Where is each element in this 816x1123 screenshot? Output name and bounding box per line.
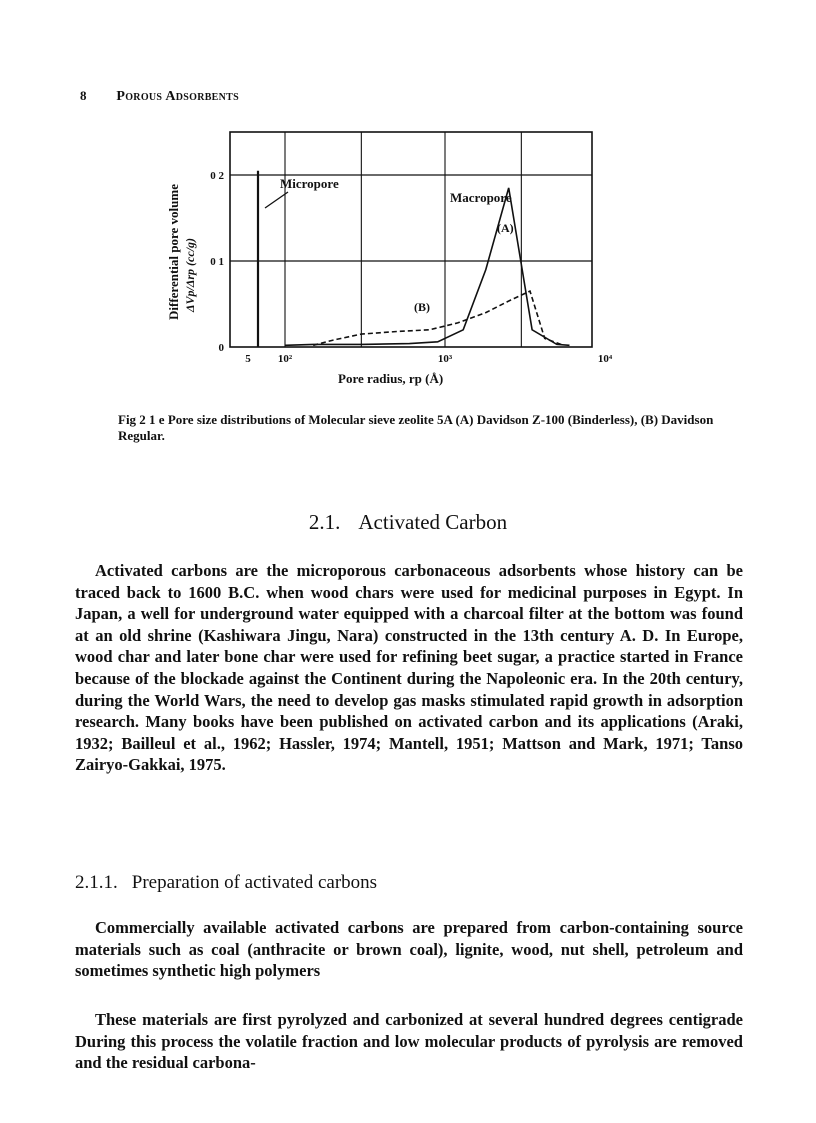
paragraph-history: Activated carbons are the microporous carbonaceous adsorbents whose history can be traced back to 1600 B.C. when wood chars were used for medicinal purposes in Egypt. In Japan, a well for underground water equipped with a charcoal filter at the bottom was found at an old shrine (Kashiwara Jingu, Nara) constructed in the 13th century A. D. In Europe, wood char and later bone char were used for refining beet sugar, a practice started in France because of the blockade against the Continent during the Napoleonic era. In the 20th century, during the World Wars, the need to develop gas masks stimulated rapid growth in adsorption research. Many books have been published on activated carbon and its applications (Araki, 1932; Bailleul et al., 1962; Hassler, 1974; Mantell, 1951; Mattson and Mark, 1971; Tanso Zairyo-Gakkai, 1975. bbox=[75, 561, 743, 775]
subsection-heading bbox=[75, 872, 377, 894]
y-tick-label: 0 2 bbox=[210, 170, 224, 182]
curve-b-label: (B) bbox=[414, 300, 430, 314]
running-head bbox=[80, 88, 239, 105]
section-number: 2.1. bbox=[308, 510, 341, 534]
figure-caption: Fig 2 1 e Pore size distributions of Molecular sieve zeolite 5A (A) Davidson Z-100 (Binderless), (B) Davidson Regular. bbox=[118, 412, 714, 443]
y-axis-label-formula: ΔVp/Δrp (cc/g) bbox=[183, 237, 197, 312]
x-axis-label: Pore radius, rp (Å) bbox=[338, 371, 444, 386]
y-tick-label: 0 1 bbox=[210, 256, 224, 268]
y-tick-label: 0 bbox=[218, 342, 224, 354]
micropore-label: Micropore bbox=[280, 176, 339, 191]
x-tick-label: 10² bbox=[277, 353, 293, 365]
pore-size-chart bbox=[150, 120, 630, 400]
x-tick-label: 10⁴ bbox=[597, 353, 613, 365]
section-heading bbox=[0, 510, 816, 535]
subsection-title: Preparation of activated carbons bbox=[131, 872, 378, 893]
series-line-a bbox=[285, 188, 570, 345]
page-number: 8 bbox=[80, 88, 87, 103]
pore-size-figure bbox=[150, 120, 630, 400]
series-line-b bbox=[313, 291, 563, 345]
x-tick-label: 5 bbox=[245, 353, 251, 365]
y-axis-label: Differential pore volume bbox=[166, 184, 181, 320]
x-tick-label: 10³ bbox=[437, 353, 453, 365]
paragraph-pyrolysis: These materials are first pyrolyzed and carbonized at several hundred degrees centigrade During this process the volatile fraction and low molecular products of pyrolysis are removed and the residual carbona- bbox=[75, 1010, 743, 1073]
running-title: Porous Adsorbents bbox=[116, 89, 240, 104]
curve-a-label: (A) bbox=[497, 221, 514, 235]
macropore-label: Macropore bbox=[450, 190, 512, 205]
paragraph-sources: Commercially available activated carbons are prepared from carbon-containing source materials such as coal (anthracite or brown coal), lignite, wood, nut shell, petroleum and sometimes synthetic high polymers bbox=[75, 918, 743, 981]
subsection-number: 2.1.1. bbox=[75, 872, 118, 893]
section-title: Activated Carbon bbox=[358, 510, 508, 534]
